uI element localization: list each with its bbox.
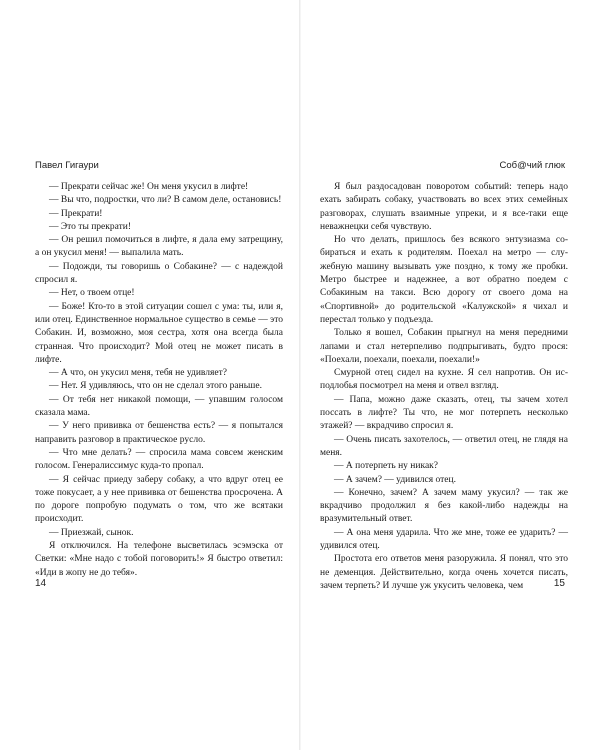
paragraph: — А что, он укусил меня, тебя не удивляет? [49, 368, 227, 379]
paragraph: — Нет. Я удивляюсь, что он не сделал этого раньше. [49, 381, 262, 392]
paragraph: — Прекрати сейчас же! Он меня укусил в лифте! [49, 182, 249, 192]
paragraph: — Он решил помочиться в лифте, я дала ему затрещину, а он укусил меня! — выпалила мать. [35, 235, 283, 259]
paragraph: — А она меня ударила. Что же мне, тоже ее ударить? — удивился отец. [320, 527, 568, 552]
paragraph: Но что делать, пришлось без всякого энтузиазма собираться и ехать к родителям. Поехал на метро — служебную машину вызывать уже поздно, к тому же пробки. Метро быстрее и надежнее, а вот обратно поедем с Собакиным на такси. Всю дорогу от своего дома на «Спортивной» до родительской «Калужской» я чихал и перестал только у подъезда. [320, 235, 568, 325]
paragraph: Я был раздосадован поворотом событий: теперь надо ехать забирать собаку, участвовать во всех этих семейных разговорах, слушать взаимные упреки, и я все-таки еще неважнецки себя чувствую. [320, 182, 568, 232]
paragraph: Простота его ответов меня разоружила. Я понял, что это не деменция. Действительно, когда очень хочется писать, зачем терпеть? И лучше уж укусить человека, чем [320, 554, 568, 591]
left-page-number: 14 [35, 578, 47, 589]
paragraph: — Прекрати! [49, 208, 103, 219]
paragraph: — От тебя нет никакой помощи, — упавшим голосом сказала мама. [35, 394, 283, 419]
paragraph: — Нет, о твоем отце! [49, 288, 135, 299]
paragraph: Я отключился. На телефоне высветилась эсэмэска от Светки: «Мне надо с тобой поговорить!» Я быстро ответил: «Иди в жопу не до тебя». [35, 541, 283, 578]
paragraph: Смурной отец сидел на кухне. Я сел напротив. Он исподлобья посмотрел на меня и отвел взгляд. [320, 368, 568, 392]
paragraph: — Папа, можно даже сказать, отец, ты зачем хотел поссать в лифте? Ты что, не мог потерпеть несколько этажей? — вкрадчиво спросил я. [320, 394, 568, 432]
paragraph: Только я вошел, Собакин прыгнул на меня передними лапами и стал нетерпеливо подпрыгивать, будто прося: «Поехали, поехали, поехали, поехали!» [320, 328, 568, 365]
paragraph: — Боже! Кто-то в этой ситуации сошел с ума: ты, или я, или отец. Единственное нормальное существо в семье — это Собакин. И, возможно, моя сестра, хотя она всегда была странная. Что происходит? Мой отец не может писать в лифте. [35, 301, 283, 365]
paragraph: — Это ты прекрати! [49, 221, 131, 232]
left-running-head: Павел Гигаури [35, 160, 99, 171]
paragraph: — Очень писать захотелось, — ответил отец, не глядя на меня. [320, 434, 568, 458]
right-page-number: 15 [553, 578, 565, 589]
paragraph: — Подожди, ты говоришь о Собакине? — с надеждой спросил я. [35, 261, 283, 286]
paragraph: — У него прививка от бешенства есть? — я попытался направить разговор в практическое русло. [35, 421, 283, 445]
right-running-head: Соб@чий глюк [499, 160, 565, 171]
paragraph: — Вы что, подростки, что ли? В самом деле, остановись! [49, 195, 282, 206]
book-gutter [299, 0, 301, 750]
paragraph: — Конечно, зачем? А зачем маму укусил? — так же вкрадчиво продолжил я без какой-либо надежды на вразумительный ответ. [320, 487, 568, 525]
paragraph: — А зачем? — удивился отец. [334, 474, 456, 485]
paragraph: — Что мне делать? — спросила мама совсем женским голосом. Генералиссимус куда-то пропал. [35, 447, 283, 472]
right-page-text [320, 181, 568, 593]
paragraph: — А потерпеть ну никак? [334, 461, 438, 472]
paragraph: — Приезжай, сынок. [49, 527, 134, 538]
paragraph: — Я сейчас приеду заберу собаку, а что вдруг отец ее тоже покусает, а у нее прививка от бешенства просрочена. А по дороге попробую подумать о том, что же всятаки происходит. [35, 474, 283, 525]
left-page-text [35, 181, 283, 580]
